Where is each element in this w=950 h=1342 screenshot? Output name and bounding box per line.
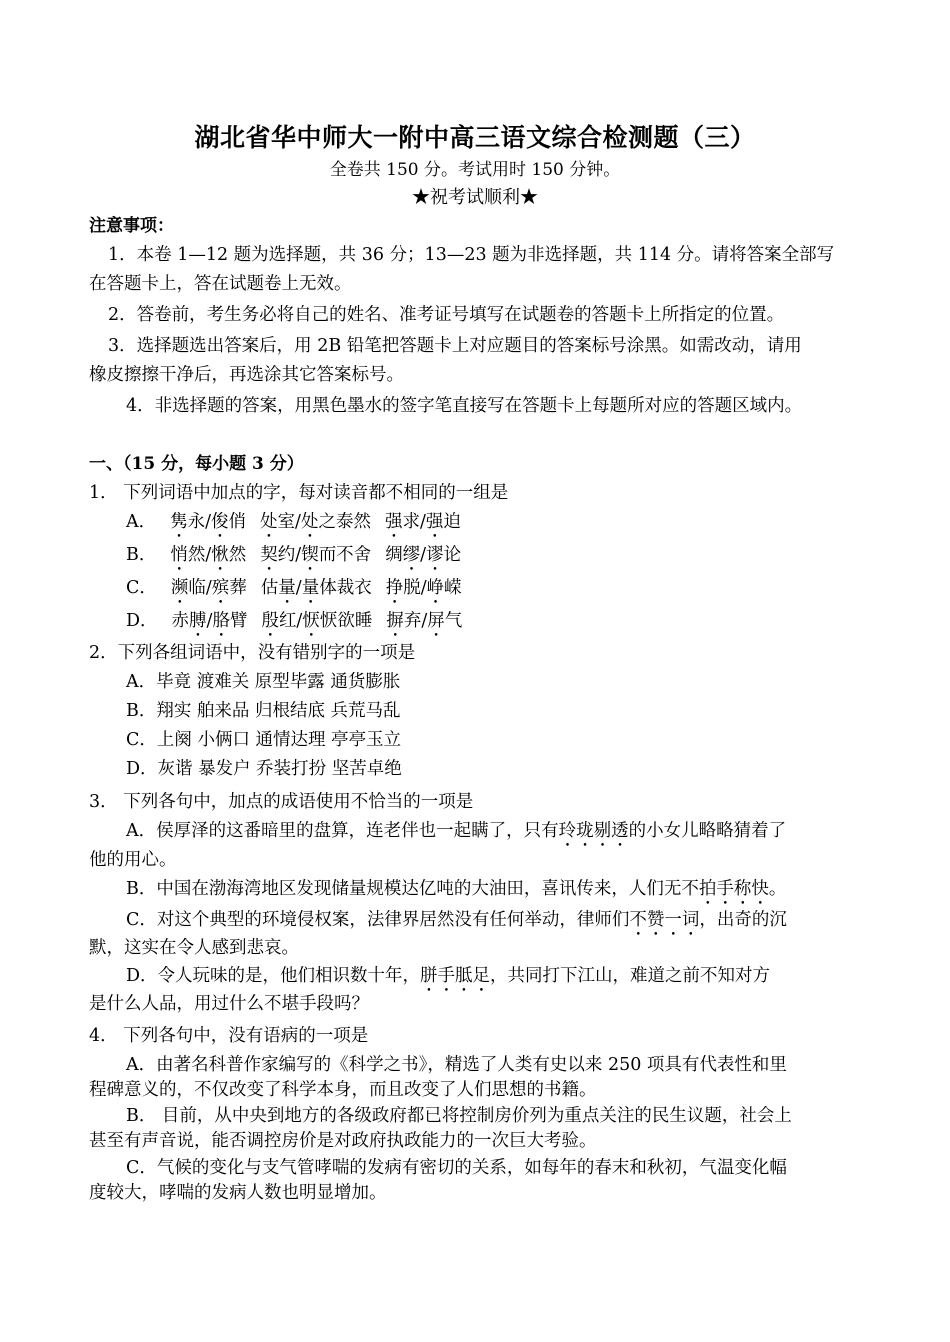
- notice-item-3-line-1: 3．选择题选出答案后，用 2B 铅笔把答题卡上对应题目的答案标号涂黑。如需改动，请用: [108, 336, 802, 356]
- q3-option-d: D．令人玩味的是，他们相识数十年，胼手胝足，共同打下江山，难道之前不知对方: [126, 966, 771, 986]
- q3-stem: 3． 下列各句中，加点的成语使用不恰当的一项是: [89, 792, 474, 812]
- q1-option-d: D． 赤膊/胳臂 殷红/恹恹欲睡 摒弃/屏气: [126, 611, 463, 631]
- q4-option-a-line-1: A．由著名科普作家编写的《科学之书》，精选了人类有史以来 250 项具有代表性和里: [126, 1055, 787, 1075]
- q1-option-b: B． 悄然/愀然 契约/锲而不舍 绸缪/谬论: [126, 545, 462, 565]
- notice-item-2: 2．答卷前，考生务必将自己的姓名、准考证号填写在试题卷的答题卡上所指定的位置。: [108, 305, 785, 325]
- notice-item-1-line-2: 在答题卡上，答在试题卷上无效。: [89, 274, 352, 294]
- q1-option-c: C． 濒临/殡葬 估量/量体裁衣 挣脱/峥嵘: [126, 578, 462, 598]
- q2-option-b: B．翔实 舶来品 归根结底 兵荒马乱: [126, 701, 401, 721]
- section-1-heading: 一、（15 分，每小题 3 分）: [89, 454, 304, 474]
- q2-option-a: A．毕竟 渡难关 原型毕露 通货膨胀: [126, 672, 401, 692]
- q4-option-c-line-1: C．气候的变化与支气管哮喘的发病有密切的关系，如每年的春末和秋初，气温变化幅: [126, 1158, 787, 1178]
- q2-option-d: D．灰谐 暴发户 乔装打扮 坚苦卓绝: [126, 759, 402, 779]
- notice-item-4: 4．非选择题的答案，用黑色墨水的签字笔直接写在答题卡上每题所对应的答题区域内。: [126, 396, 803, 416]
- q4-stem: 4． 下列各句中，没有语病的一项是: [89, 1026, 369, 1046]
- q1-stem: 1． 下列词语中加点的字，每对读音都不相同的一组是: [89, 483, 509, 503]
- q1-option-a: A． 隽永/俊俏 处室/处之泰然 强求/强迫: [126, 512, 461, 532]
- exam-info: 全卷共 150 分。考试用时 150 分钟。: [329, 160, 621, 180]
- q3-option-a: A．侯厚泽的这番暗里的盘算，连老伴也一起瞒了，只有玲珑剔透的小女儿略略猜着了: [126, 821, 787, 841]
- q2-option-c: C．上阕 小俩口 通情达理 亭亭玉立: [126, 730, 402, 750]
- q3-option-c-line-2: 默，这实在令人感到悲哀。: [89, 938, 299, 958]
- q3-option-d-line-2: 是什么人品，用过什么不堪手段吗？: [89, 994, 369, 1014]
- good-luck-banner: ★祝考试顺利★: [412, 187, 538, 208]
- q2-stem: 2．下列各组词语中，没有错别字的一项是: [89, 643, 416, 663]
- notice-item-3-line-2: 橡皮擦擦干净后，再选涂其它答案标号。: [89, 365, 404, 385]
- notice-item-1-line-1: 1．本卷 1—12 题为选择题，共 36 分；13—23 题为非选择题，共 114 分。请将答案全部写: [108, 245, 835, 265]
- notice-heading: 注意事项：: [89, 216, 174, 236]
- q3-option-b: B．中国在渤海湾地区发现储量规模达亿吨的大油田，喜讯传来，人们无不拍手称快。: [126, 879, 787, 899]
- q4-option-b-line-1: B． 目前，从中央到地方的各级政府都已将控制房价列为重点关注的民生议题，社会上: [126, 1106, 792, 1126]
- q4-option-a-line-2: 程碑意义的，不仅改变了科学本身，而且改变了人们思想的书籍。: [89, 1080, 597, 1100]
- page-title: 湖北省华中师大一附中高三语文综合检测题（三）: [194, 123, 756, 152]
- q4-option-b-line-2: 甚至有声音说，能否调控房价是对政府执政能力的一次巨大考验。: [89, 1131, 597, 1151]
- q3-option-a-line-2: 他的用心。: [89, 850, 177, 870]
- q3-option-c: C．对这个典型的环境侵权案，法律界居然没有任何举动，律师们不赞一词，出奇的沉: [126, 910, 787, 930]
- q4-option-c-line-2: 度较大，哮喘的发病人数也明显增加。: [89, 1183, 387, 1203]
